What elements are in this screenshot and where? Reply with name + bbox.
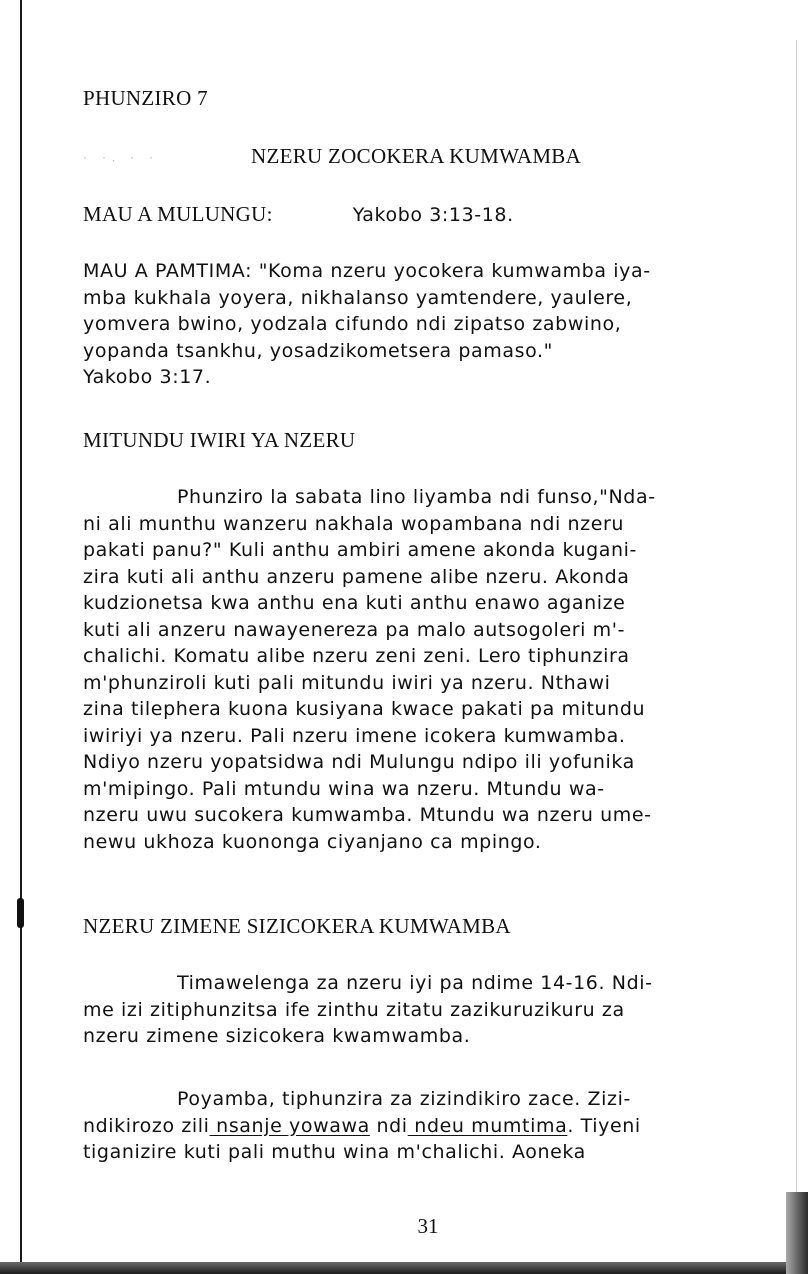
paragraph-line: Ndiyo nzeru yopatsidwa ndi Mulungu ndipo ili yofunika	[83, 751, 635, 773]
memory-verse-line: mba kukhala yoyera, nikhalanso yamtendere, yaulere,	[83, 286, 633, 309]
text-segment: . Tiyeni	[567, 1114, 641, 1137]
section-heading-two-kinds-of-wisdom: MITUNDU IWIRI YA NZERU	[83, 428, 356, 452]
scan-left-edge	[20, 0, 22, 1274]
scan-bottom-edge	[0, 1262, 808, 1274]
paragraph-line: Poyamba, tiphunzira za zizindikiro zace. Zizi-	[177, 1088, 631, 1110]
section1-paragraph	[83, 484, 656, 855]
paragraph-line: chalichi. Komatu alibe nzeru zeni zeni. Lero tiphunzira	[83, 645, 630, 667]
paragraph-line: kudzionetsa kwa anthu ena kuti anthu enawo aganize	[83, 592, 626, 614]
memory-verse	[83, 258, 651, 391]
memory-verse-line: yomvera bwino, yodzala cifundo ndi zipatso zabwino,	[83, 313, 622, 335]
paragraph-line	[83, 1113, 641, 1140]
scripture-row	[83, 202, 514, 227]
memory-verse-reference: Yakobo 3:17.	[83, 366, 212, 388]
page-number: 31	[417, 1214, 439, 1238]
paragraph-line: iwiriyi ya nzeru. Pali nzeru imene icokera kumwamba.	[83, 724, 626, 747]
scan-corner-shadow	[786, 1192, 808, 1274]
paragraph-line: Phunziro la sabata lino liyamba ndi funso,"Nda-	[177, 486, 656, 508]
memory-verse-line: MAU A PAMTIMA: "Koma nzeru yocokera kumwamba iya-	[83, 260, 651, 282]
paragraph-line: tiganizire kuti pali muthu wina m'chalichi. Aoneka	[83, 1141, 586, 1163]
main-title-row	[83, 144, 581, 169]
scripture-reference: Yakobo 3:13-18.	[352, 204, 514, 226]
paragraph-line: m'phunziroli kuti pali mitundu iwiri ya nzeru. Nthawi	[83, 671, 611, 694]
text-segment: ndikirozo zili	[83, 1114, 210, 1137]
paragraph-line: kuti ali anzeru nawayenereza pa malo autsogoleri m'-	[83, 618, 626, 641]
section2-paragraph-2	[83, 1086, 641, 1166]
paragraph-line: zina tilephera kuona kusiyana kwace pakati pa mitundu	[83, 698, 646, 720]
underlined-phrase-bitter-jealousy: nsanje yowawa	[209, 1114, 370, 1137]
section2-paragraph-1	[83, 970, 653, 1050]
underlined-phrase-strife-in-heart: ndeu mumtima	[407, 1114, 568, 1137]
lesson-title: PHUNZIRO 7	[83, 86, 208, 110]
paragraph-line: Timawelenga za nzeru iyi pa ndime 14-16. Ndi-	[177, 972, 653, 994]
memory-verse-line: yopanda tsankhu, yosadzikometsera pamaso."	[83, 339, 553, 362]
paragraph-line: zira kuti ali anthu anzeru pamene alibe nzeru. Akonda	[83, 565, 630, 588]
paragraph-line: newu ukhoza kuononga ciyanjano ca mpingo.	[83, 830, 542, 853]
section-heading-earthly-wisdom: NZERU ZIMENE SIZICOKERA KUMWAMBA	[83, 914, 511, 938]
paragraph-line: nzeru uwu sucokera kumwamba. Mtundu wa nzeru ume-	[83, 804, 652, 826]
paragraph-line: m'mipingo. Pali mtundu wina wa nzeru. Mtundu wa-	[83, 777, 605, 800]
paragraph-line: ni ali munthu wanzeru nakhala wopambana ndi nzeru	[83, 512, 625, 535]
paragraph-line: pakati panu?" Kuli anthu ambiri amene akonda kugani-	[83, 539, 637, 561]
scan-right-edge	[796, 40, 797, 1240]
scripture-label: MAU A MULUNGU:	[83, 202, 273, 226]
paragraph-line: nzeru zimene sizicokera kwamwamba.	[83, 1025, 471, 1047]
faded-print-mark: · ·. · ·	[83, 150, 159, 165]
main-title: NZERU ZOCOKERA KUMWAMBA	[251, 144, 582, 168]
text-segment: ndi	[369, 1114, 408, 1137]
scan-ink-blot	[17, 898, 24, 928]
paragraph-line: me izi zitiphunzitsa ife zinthu zitatu zazikuruzikuru za	[83, 998, 625, 1021]
